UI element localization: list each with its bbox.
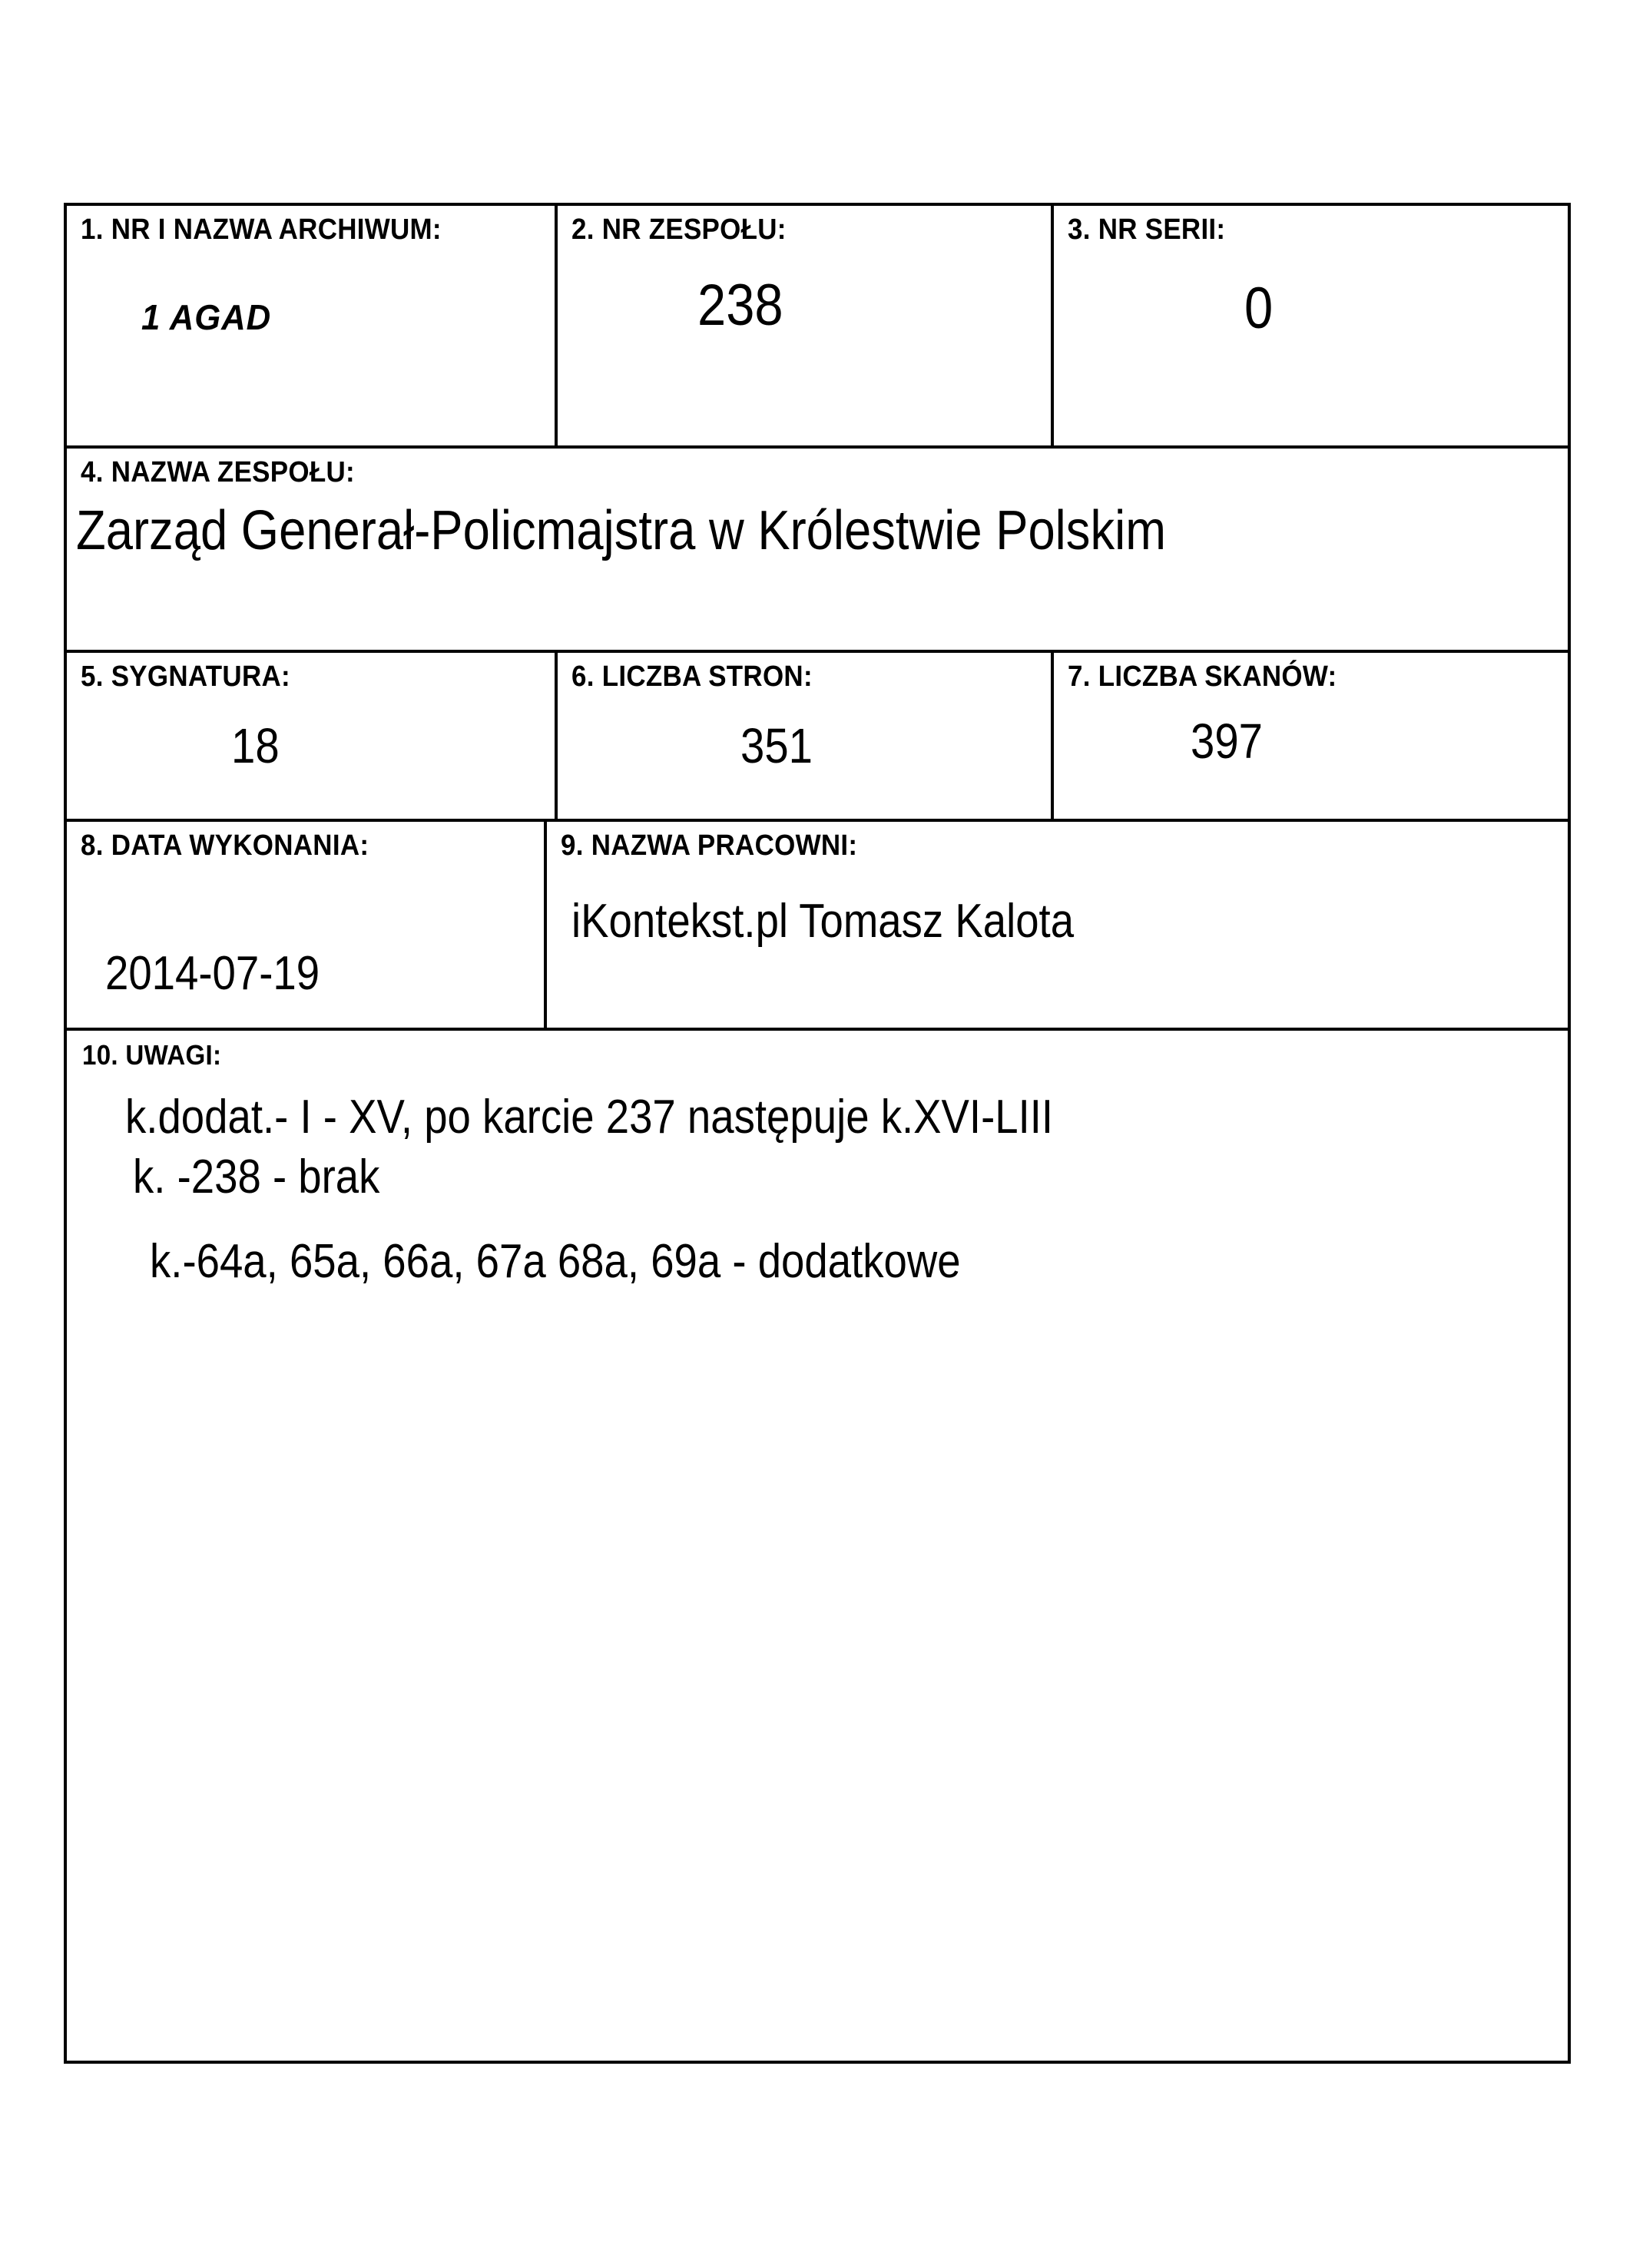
note-line: k. -238 - brak [133, 1151, 380, 1204]
label-fond-number: 2. NR ZESPOŁU: [571, 214, 787, 246]
cell-signature [67, 653, 558, 819]
table-row-counts [67, 653, 1568, 822]
label-scan-count: 7. LICZBA SKANÓW: [1068, 661, 1337, 693]
label-signature: 5. SYGNATURA: [81, 661, 290, 693]
value-execution-date: 2014-07-19 [105, 947, 320, 1000]
value-archive-name: 1 AGAD [141, 297, 272, 337]
label-page-count: 6. LICZBA STRON: [571, 661, 813, 693]
value-fond-number: 238 [697, 273, 783, 338]
cell-fond-name [67, 449, 1568, 650]
note-line: k.dodat.- I - XV, po karcie 237 następuje k.XVI-LIII [125, 1091, 1054, 1144]
table-row-fond-name [67, 449, 1568, 653]
table-row-archive [67, 206, 1568, 449]
metadata-form-table [64, 203, 1571, 2064]
cell-scan-count [1054, 653, 1568, 819]
label-archive-name: 1. NR I NAZWA ARCHIWUM: [81, 214, 442, 246]
cell-studio-name [547, 822, 1568, 1028]
label-notes: 10. UWAGI: [82, 1039, 222, 1071]
label-fond-name: 4. NAZWA ZESPOŁU: [81, 456, 355, 488]
cell-fond-number [558, 206, 1054, 445]
label-series-number: 3. NR SERII: [1068, 214, 1226, 246]
cell-notes [67, 1031, 1568, 2061]
label-execution-date: 8. DATA WYKONANIA: [81, 829, 369, 862]
table-row-notes [67, 1031, 1568, 2061]
value-studio-name: iKontekst.pl Tomasz Kalota [571, 895, 1075, 948]
cell-archive-name [67, 206, 558, 445]
value-signature: 18 [231, 718, 280, 773]
value-fond-name: Zarząd Generał-Policmajstra w Królestwie Polskim [76, 500, 1166, 561]
value-scan-count: 397 [1191, 714, 1263, 769]
table-row-date-studio [67, 822, 1568, 1031]
value-page-count: 351 [740, 718, 813, 773]
label-studio-name: 9. NAZWA PRACOWNI: [561, 829, 858, 862]
value-series-number: 0 [1244, 276, 1274, 341]
cell-page-count [558, 653, 1054, 819]
note-line: k.-64a, 65a, 66a, 67a 68a, 69a - dodatkowe [150, 1235, 961, 1288]
notes-body [82, 1091, 1542, 1288]
cell-series-number [1054, 206, 1568, 445]
cell-execution-date [67, 822, 547, 1028]
